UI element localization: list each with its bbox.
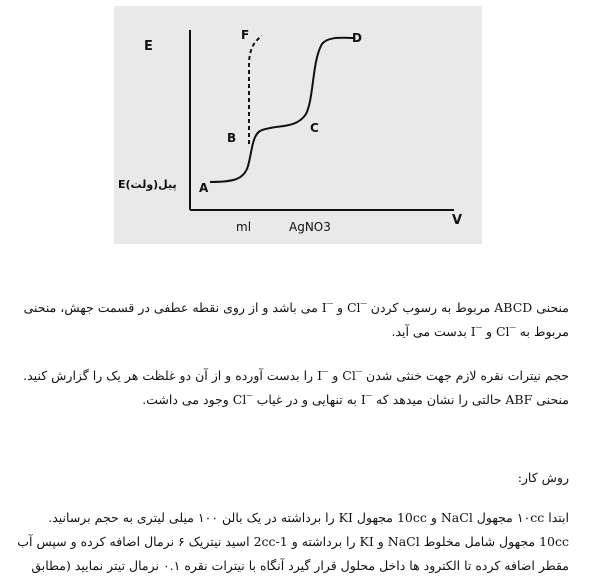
paragraph-line: منحنی ABCD مربوط به رسوب کردن ‾Cl و ‾I می باشد و از روی نقطه عطفی در قسمت جهش، منحنی xyxy=(23,300,569,315)
point-label-a: A xyxy=(199,181,209,195)
titration-curve-diagram xyxy=(114,6,482,244)
section-heading: روش کار: xyxy=(517,470,569,485)
paragraph-curve-abcd xyxy=(24,296,569,344)
x-label-ml: ml xyxy=(236,220,252,234)
paragraph-line: ابتدا ۱۰cc مجهول NaCl و 10cc مجهول KI را برداشته در یک بالن ۱۰۰ میلی لیتری به حجم برسانید. xyxy=(48,510,569,525)
paragraph-line: منحنی ABF حالتی را نشان میدهد که ‾I به تنهایی و در غیاب ‾Cl وجود می داشت. xyxy=(142,392,569,407)
paragraph-line: مقطر اضافه کرده تا الکترود ها داخل محلول قرار گیرد آنگاه با نیترات نقره ۰.۱ نرمال تیتر نمایید (مطابق xyxy=(31,558,569,573)
paragraph-line: 10cc مجهول شامل مخلوط NaCl و KI را برداشته و 1-2cc اسید نیتریک ۶ نرمال اضافه کرده و سپس آب xyxy=(17,534,569,549)
paragraph-line: مربوط به ‾Cl و ‾I بدست می آید. xyxy=(391,324,569,339)
paragraph-procedure xyxy=(17,506,569,578)
x-label-agno3: AgNO3 xyxy=(289,220,331,234)
point-label-b: B xyxy=(227,131,237,145)
point-label-d: D xyxy=(352,31,362,45)
curve-abcd xyxy=(210,38,354,182)
axis-label-v: V xyxy=(452,213,463,228)
point-label-c: C xyxy=(310,121,319,135)
point-label-f: F xyxy=(241,28,250,42)
titration-figure xyxy=(114,6,482,244)
curve-bf xyxy=(249,36,262,144)
y-axis-label: Eپیل(ولت) xyxy=(118,178,177,191)
paragraph-line: حجم نیترات نقره لازم جهت خنثی شدن ‾Cl و ‾I را بدست آورده و از آن دو غلظت هر یک را گزارش کنید. xyxy=(23,368,569,383)
paragraph-volume xyxy=(23,364,569,412)
axis-label-e: E xyxy=(144,39,153,54)
